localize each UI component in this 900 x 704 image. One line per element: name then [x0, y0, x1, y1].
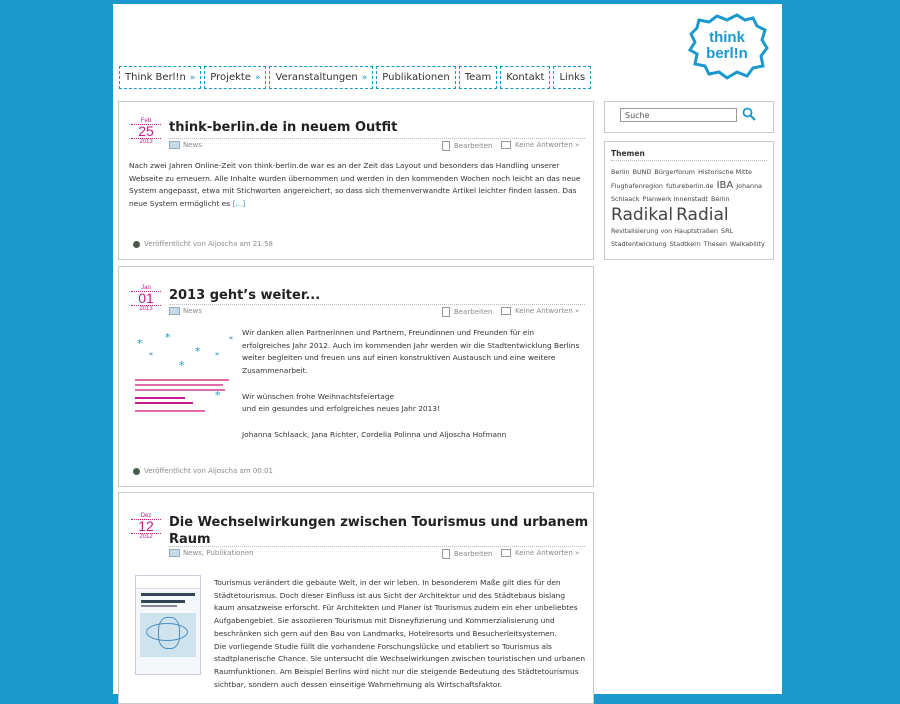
- logo-text-think: think: [709, 29, 745, 46]
- nav-item-projekte[interactable]: [204, 66, 266, 89]
- search-widget: [604, 101, 774, 133]
- edit-link[interactable]: [442, 141, 492, 151]
- post-paragraph: und ein gesundes und erfolgreiches neues Jahr 2013!: [242, 404, 440, 414]
- snowflake-icon: *: [137, 337, 143, 350]
- comments-label: Keine Antworten »: [515, 549, 580, 557]
- post-article: [118, 101, 594, 260]
- post-date: [131, 513, 161, 540]
- post-content: [242, 327, 582, 441]
- nav-label: Links: [559, 72, 586, 83]
- nav-label: Projekte: [210, 72, 251, 83]
- category-link[interactable]: News, Publikationen: [183, 549, 254, 557]
- nav-label: Publikationen: [382, 72, 450, 83]
- comments-label: Keine Antworten »: [515, 307, 580, 315]
- avatar: [133, 241, 140, 248]
- nav-label: Team: [464, 72, 492, 83]
- comments-link[interactable]: [501, 141, 579, 149]
- snowflake-icon: *: [165, 331, 171, 344]
- comments-link[interactable]: [501, 549, 579, 557]
- nav-label: Think Berl!n: [125, 72, 186, 83]
- post-title[interactable]: Die Wechselwirkungen zwischen Tourismus und urbanem Raum: [169, 515, 589, 547]
- category-link[interactable]: News: [183, 307, 202, 315]
- post-meta: [169, 304, 585, 317]
- tag-link[interactable]: Historische Mitte: [698, 168, 752, 176]
- snowflake-icon: *: [215, 389, 221, 402]
- search-icon[interactable]: [742, 107, 756, 121]
- post-byline: [133, 240, 273, 248]
- tag-link[interactable]: Stadtkern: [669, 240, 701, 248]
- nav-item-think-berlin[interactable]: [119, 66, 201, 89]
- tag-link[interactable]: SRL: [721, 227, 734, 235]
- post-categories: [169, 549, 254, 557]
- date-year: 2013: [139, 139, 153, 145]
- category-link[interactable]: News: [183, 141, 202, 149]
- tag-link[interactable]: futureberlin.de: [666, 182, 714, 190]
- tag-link[interactable]: IBA: [716, 180, 734, 191]
- post-excerpt: [129, 160, 585, 211]
- post-paragraph: Die vorliegende Studie füllt die vorhandene Forschungslücke und etabliert so Tourismus als stadtplanerische Chance. Sie untersucht die Wechselwirkungen zwischen touristischen und urbanen Raumfunktionen. Am Beispiel Berlins wird nicht nur die steigende Bedeutung des Städtetourismus sichtbar, sondern auch dessen einseitige Wahrnehmung als Wirtschaftsfaktor.: [214, 641, 586, 689]
- divider: [611, 160, 767, 161]
- date-day: 01: [131, 291, 161, 306]
- date-year: 2013: [139, 306, 153, 312]
- tag-link[interactable]: BUND: [632, 168, 652, 176]
- tag-link[interactable]: Revitalisierung von Hauptstraßen: [611, 227, 718, 235]
- folder-icon: [169, 549, 180, 557]
- document-icon: [442, 141, 450, 151]
- post-date: [131, 118, 161, 145]
- tag-link[interactable]: Walkability: [730, 240, 765, 248]
- excerpt-text: Nach zwei Jahren Online-Zeit von think-berlin.de war es an der Zeit das Layout und besonders das Handling unserer Webseite zu erneuern. Alle Inhalte wurden übernommen und werden in den kommenden Wochen noch leicht an das neue System angepasst, etwa mit Stichworten angereichert, so dass sich themenverwandte Artikel leichter finden lassen. Das neue System ermöglicht es: [129, 161, 581, 209]
- themen-heading: Themen: [611, 149, 645, 158]
- document-icon: [442, 549, 450, 559]
- date-month: Feb: [140, 118, 152, 124]
- post-byline: [133, 467, 273, 475]
- post-categories: [169, 307, 202, 315]
- tag-link[interactable]: Thesen: [703, 240, 727, 248]
- post-meta: [169, 138, 585, 151]
- date-day: 25: [131, 124, 161, 139]
- post-paragraph: Tourismus verändert die gebaute Welt, in der wir leben. In besonderem Maße gilt dies für den Städtetourismus. Doch dieser Einfluss ist aus Sicht der Architektur und des Städtebaus bislang kaum ansatzweise erforscht. Für Architekten und Planer ist Tourismus zudem ein eher unbeliebtes Aufgabengebiet. Sie assoziieren Tourismus mit Disneyfizierung und Kommerzialisierung und beschränken sich gern auf den Bau von Landmarks, Hotelresorts und Besucherleitsystemen.: [214, 578, 578, 638]
- date-month: Dez: [140, 513, 152, 519]
- snowflake-icon: *: [179, 359, 185, 372]
- comments-label: Keine Antworten »: [515, 141, 580, 149]
- snowflake-icon: *: [149, 351, 153, 360]
- tag-link[interactable]: Flughafenregion: [611, 182, 663, 190]
- comment-icon: [501, 307, 511, 315]
- read-more-link[interactable]: [...]: [232, 199, 246, 209]
- post-date: [131, 285, 161, 312]
- post-paragraph: Wir wünschen frohe Weihnachtsfeiertage: [242, 391, 395, 401]
- page-container: [113, 4, 782, 694]
- avatar: [133, 468, 140, 475]
- nav-label: Veranstaltungen: [275, 72, 358, 83]
- post-title[interactable]: 2013 geht’s weiter...: [169, 288, 321, 303]
- main-navigation: [119, 66, 594, 89]
- nav-item-links[interactable]: [553, 66, 591, 89]
- think-berlin-logo[interactable]: [687, 12, 769, 80]
- comment-icon: [501, 549, 511, 557]
- post-meta: [169, 546, 585, 559]
- comments-link[interactable]: [501, 307, 579, 315]
- document-icon: [442, 307, 450, 317]
- folder-icon: [169, 141, 180, 149]
- date-day: 12: [131, 519, 161, 534]
- date-year: 2012: [139, 534, 153, 540]
- snowflake-icon: *: [195, 345, 201, 358]
- book-cover-image[interactable]: [135, 575, 201, 675]
- nav-item-team[interactable]: [459, 66, 497, 89]
- greeting-card-image[interactable]: [135, 329, 235, 429]
- date-month: Jan: [141, 285, 151, 291]
- post-signature: Johanna Schlaack, Jana Richter, Cordelia Polinna und Aljoscha Hofmann: [242, 429, 507, 439]
- post-article: [118, 266, 594, 487]
- tag-cloud: [611, 166, 767, 251]
- folder-icon: [169, 307, 180, 315]
- nav-item-publikationen[interactable]: [376, 66, 456, 89]
- logo-text-berlin: berl!n: [706, 45, 748, 62]
- search-input[interactable]: Suche: [620, 108, 737, 122]
- comment-icon: [501, 141, 511, 149]
- edit-label: Bearbeiten: [454, 550, 493, 558]
- post-categories: [169, 141, 202, 149]
- snowflake-icon: *: [215, 351, 219, 360]
- chevron-down-icon: »: [189, 72, 196, 83]
- edit-label: Bearbeiten: [454, 308, 493, 316]
- post-content: [214, 577, 586, 691]
- byline-text: Veröffentlicht von Aljoscha am 00:01: [144, 467, 274, 475]
- post-title[interactable]: think-berlin.de in neuem Outfit: [169, 120, 398, 135]
- tag-link[interactable]: Berlin: [710, 195, 730, 203]
- edit-link[interactable]: [442, 549, 492, 559]
- themen-widget: [604, 141, 774, 260]
- edit-link[interactable]: [442, 307, 492, 317]
- tag-link[interactable]: Bürgerforum: [654, 168, 696, 176]
- nav-item-kontakt[interactable]: [500, 66, 550, 89]
- nav-item-veranstaltungen[interactable]: [269, 66, 373, 89]
- tag-link[interactable]: Planwerk Innenstadt: [642, 195, 708, 203]
- post-article: [118, 492, 594, 704]
- snowflake-icon: *: [229, 335, 233, 344]
- tag-link[interactable]: Radikal: [611, 205, 674, 225]
- chevron-down-icon: »: [361, 72, 368, 83]
- chevron-down-icon: »: [254, 72, 261, 83]
- byline-text: Veröffentlicht von Aljoscha am 21:58: [144, 240, 274, 248]
- tag-link[interactable]: Radial: [676, 205, 729, 225]
- post-paragraph: Wir danken allen Partnerinnen und Partnern, Freundinnen und Freunden für ein erfolgreiches Jahr 2012. Auch im kommenden Jahr werden wir die Stadtentwicklung Berlins weiter begleiten und freuen uns auf einen konstruktiven Austausch und eine weitere Zusammenarbeit.: [242, 328, 580, 376]
- nav-label: Kontakt: [506, 72, 545, 83]
- tag-link[interactable]: Stadtentwicklung: [611, 240, 667, 248]
- tag-link[interactable]: Berlin: [611, 168, 630, 176]
- edit-label: Bearbeiten: [454, 142, 493, 150]
- tag-link[interactable]: Johanna Schlaack: [611, 182, 763, 203]
